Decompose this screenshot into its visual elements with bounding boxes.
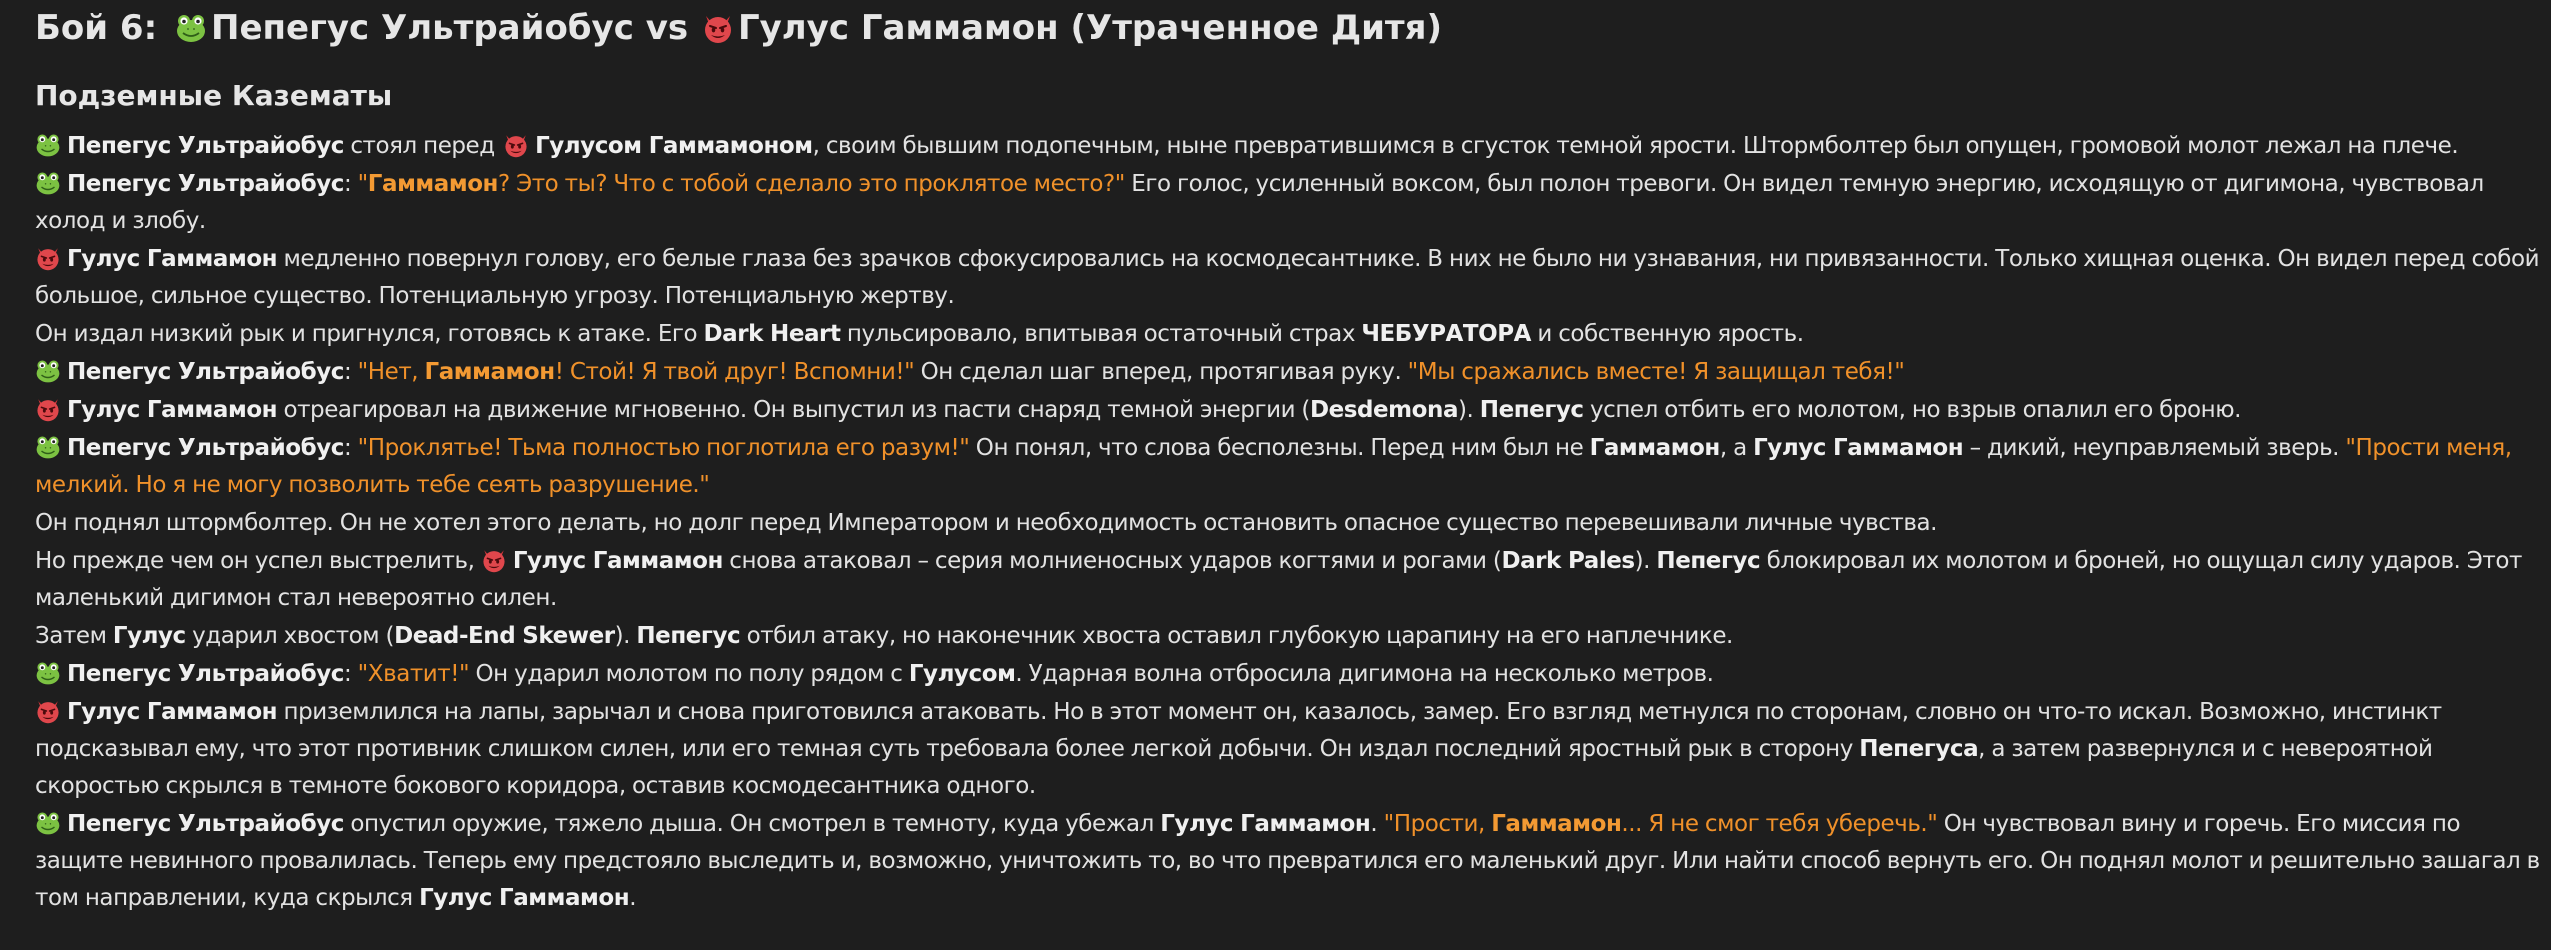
narration: отбил атаку, но наконечник хвоста оставил глубокую царапину на его наплечнике. [740,623,1733,649]
narration: Он чувствовал вину и горечь. Его миссия по защите невинного провалилась. Теперь ему предстояло выследить и, возможно, уничтожить то, во что превратился его маленький друг. Или найти способ вернуть его. Он поднял молот и решительно зашагал в том направлении, куда скрылся [35,811,2540,911]
narration: блокировал их молотом и броней, но ощущал силу ударов. Этот маленький дигимон стал невероятно силен. [35,548,2522,611]
narration: опустил оружие, тяжело дыша. Он смотрел в темноту, куда убежал [343,811,1161,837]
narration: Он ударил молотом по полу рядом с [469,661,909,687]
narration: ударил хвостом ( [185,623,395,649]
character-name: Пепегус [1656,548,1761,574]
attack-name: Dark Pales [1501,548,1635,574]
dialogue-quote: "Прости меня, мелкий. Но я не могу позволить тебе сеять разрушение." [35,435,2512,498]
character-name: Гулус Гаммамон [67,246,278,272]
narration: . [629,885,637,911]
dialogue-quote: "Хватит!" [357,661,470,687]
title-fighter-1: Пепегус Ультрайобус [211,8,634,48]
character-name: Пепегус Ультрайобус [67,661,344,687]
narration: Он понял, что слова бесполезны. Перед ним был не [969,435,1590,461]
narration: пульсировало, впитывая остаточный страх [840,321,1362,347]
story-paragraph [35,354,2540,391]
devil-icon [481,547,507,573]
dialogue-quote: "Прости, Гаммамон... Я не смог тебя уберечь." [1383,811,1938,837]
story-paragraph [35,392,2540,429]
character-name: Пепегус Ультрайобус [67,435,344,461]
narration: успел отбить его молотом, но взрыв опалил его броню. [1583,397,2242,423]
frog-icon [35,810,61,836]
narration: . Ударная волна отбросила дигимона на несколько метров. [1015,661,1714,687]
character-name: Гулус Гаммамон [67,699,278,725]
narration: : [343,359,358,385]
narration: Он поднял штормболтер. Он не хотел этого делать, но долг перед Императором и необходимость остановить опасное существо перевешивали личные чувства. [35,510,1937,536]
story-paragraph [35,694,2540,805]
story-paragraph [35,543,2540,617]
narration: Он сделал шаг вперед, протягивая руку. [914,359,1408,385]
title-fighter-2: Гулус Гаммамон (Утраченное Дитя) [737,8,1443,48]
battle-story [35,128,2540,918]
character-name: Пепегус Ультрайобус [67,359,344,385]
devil-icon [503,132,529,158]
narration: – дикий, неуправляемый зверь. [1963,435,2346,461]
devil-icon [35,245,61,271]
narration: Затем [35,623,113,649]
title-prefix: Бой 6: [35,8,158,48]
dialogue-quote: "Гаммамон? Это ты? Что с тобой сделало это проклятое место?" [357,171,1125,197]
narration: отреагировал на движение мгновенно. Он выпустил из пасти снаряд темной энергии ( [277,397,1310,423]
narration: ). [1458,397,1480,423]
frog-icon [175,12,207,44]
character-name: Гулус Гаммамон [67,397,278,423]
dialogue-quote: "Проклятье! Тьма полностью поглотила его разум!" [357,435,970,461]
character-name: Гулус Гаммамон [419,885,630,911]
character-name: Пепегус [636,623,741,649]
narration: ). [1634,548,1657,574]
character-name: Гулус Гаммамон [1753,435,1964,461]
devil-icon [702,12,734,44]
frog-icon [35,132,61,158]
character-name: Пепегус Ультрайобус [67,133,344,159]
story-paragraph [35,505,2540,542]
frog-icon [35,434,61,460]
story-paragraph [35,430,2540,504]
character-name: Пепегуса [1859,736,1979,762]
narration: Но прежде чем он успел выстрелить, [35,548,481,574]
narration: приземлился на лапы, зарычал и снова приготовился атаковать. Но в этот момент он, казалось, замер. Его взгляд метнулся по сторонам, словно он что-то искал. Возможно, инстинкт подсказывал ему, что этот противник слишком силен, или его темная суть требовала более легкой добычи. Он издал последний яростный рык в сторону [35,699,2442,762]
story-paragraph [35,128,2540,165]
narration: ). [614,623,637,649]
title-vs: vs [645,8,689,48]
dialogue-quote: "Нет, Гаммамон! Стой! Я твой друг! Вспомни!" [357,359,915,385]
narration: : [343,171,358,197]
character-name: ЧЕБУРАТОРА [1361,321,1531,347]
narration: стоял перед [343,133,502,159]
character-name: Гулусом Гаммамоном [535,133,813,159]
character-name: Пепегус Ультрайобус [67,811,344,837]
character-name: Гулус Гаммамон [1160,811,1371,837]
narration: . [1370,811,1384,837]
story-paragraph [35,618,2540,655]
frog-icon [35,660,61,686]
narration: и собственную ярость. [1530,321,1804,347]
devil-icon [35,396,61,422]
frog-icon [35,170,61,196]
character-name: Гулус [112,623,186,649]
story-paragraph [35,166,2540,240]
character-name: Гаммамон [1589,435,1720,461]
story-paragraph [35,656,2540,693]
narration: , а [1719,435,1754,461]
character-name: Гулусом [908,661,1016,687]
narration: снова атаковал – серия молниеносных ударов когтями и рогами ( [722,548,1502,574]
narration: , своим бывшим подопечным, ныне превратившимся в сгусток темной ярости. Штормболтер был опущен, громовой молот лежал на плече. [812,133,2459,159]
page-title [35,8,1442,48]
narration: : [343,661,358,687]
character-name: Гулус Гаммамон [512,548,723,574]
character-name: Пепегус Ультрайобус [67,171,344,197]
attack-name: Dead-End Skewer [394,623,615,649]
narration: медленно повернул голову, его белые глаза без зрачков сфокусировались на космодесантнике. В них не было ни узнавания, ни привязанности. Только хищная оценка. Он видел перед собой большое, сильное существо. Потенциальную угрозу. Потенциальную жертву. [35,246,2540,309]
devil-icon [35,698,61,724]
attack-name: Desdemona [1309,397,1459,423]
story-paragraph [35,316,2540,353]
story-paragraph [35,806,2540,917]
frog-icon [35,358,61,384]
narration: Его голос, усиленный воксом, был полон тревоги. Он видел темную энергию, исходящую от дигимона, чувствовал холод и злобу. [35,171,2484,234]
character-name: Пепегус [1479,397,1584,423]
story-paragraph [35,241,2540,315]
narration: : [343,435,358,461]
narration: Он издал низкий рык и пригнулся, готовясь к атаке. Его [35,321,704,347]
attack-name: Dark Heart [703,321,841,347]
dialogue-quote: "Мы сражались вместе! Я защищал тебя!" [1407,359,1905,385]
narration: , а затем развернулся и с невероятной скоростью скрылся в темноте бокового коридора, оставив космодесантника одного. [35,736,2433,799]
location-heading: Подземные Казематы [35,79,393,112]
